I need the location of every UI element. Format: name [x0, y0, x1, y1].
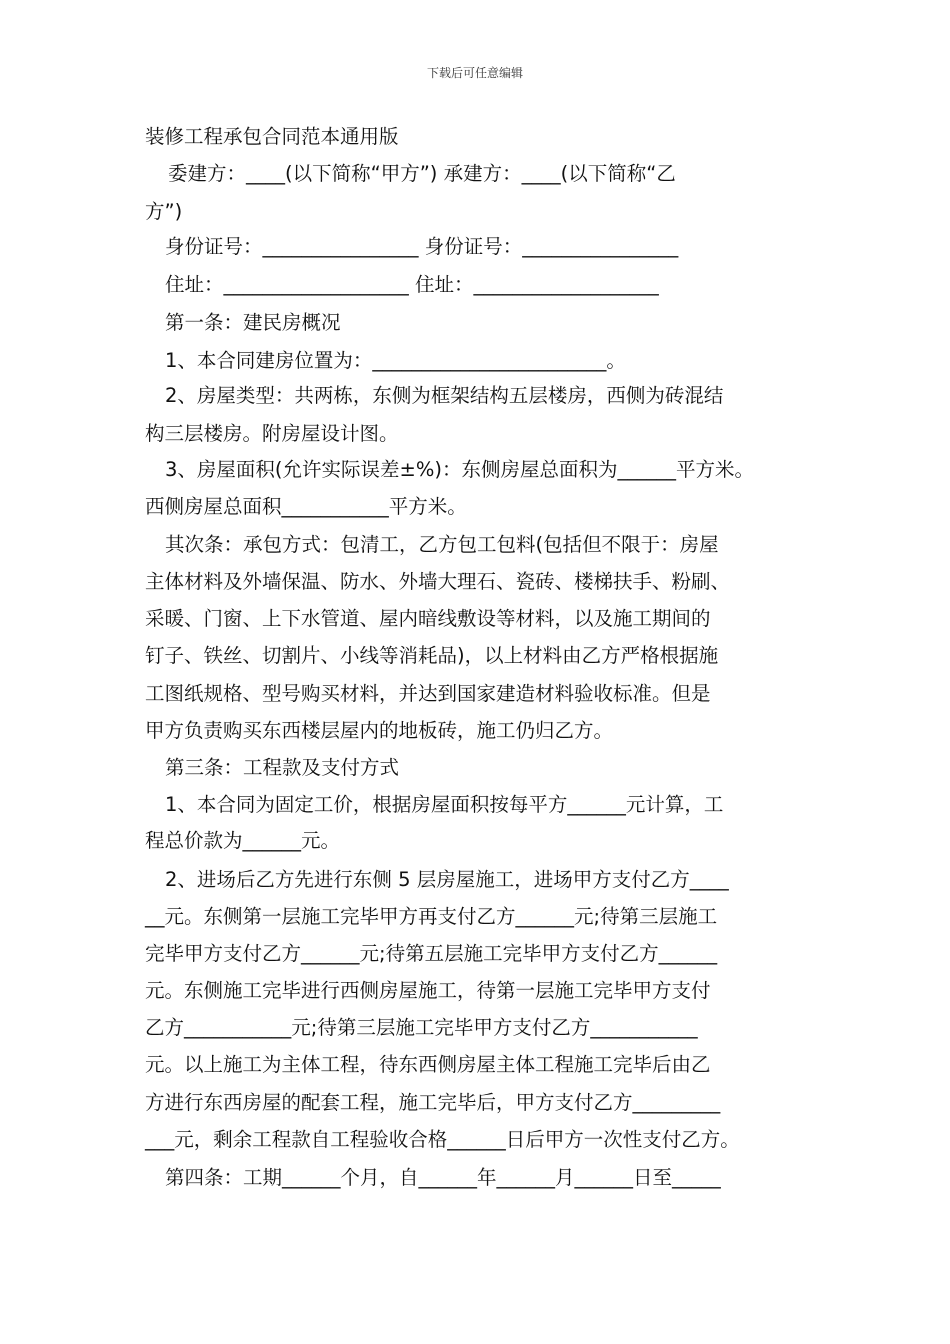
clause-line: 构三层楼房。附房屋设计图。 — [145, 422, 399, 445]
clause-line: 元。以上施工为主体工程，待东西侧房屋主体工程施工完毕后由乙 — [145, 1053, 711, 1076]
address-line: 住址：___________________ 住址：___________________ — [165, 273, 659, 296]
clause-line: 程总价款为______元。 — [145, 829, 341, 852]
article-3-heading: 第三条：工程款及支付方式 — [165, 756, 400, 779]
clause-line: 1、本合同建房位置为：________________________。 — [165, 349, 626, 372]
clause-line: 采暖、门窗、上下水管道、屋内暗线敷设等材料，以及施工期间的 — [145, 607, 711, 630]
document-title: 装修工程承包合同范本通用版 — [145, 125, 399, 148]
clause-line: 工图纸规格、型号购买材料，并达到国家建造材料验收标准。但是 — [145, 682, 711, 705]
clause-line: 甲方负责购买东西楼层屋内的地板砖，施工仍归乙方。 — [145, 719, 614, 742]
clause-line: 2、进场后乙方先进行东侧 5 层房屋施工，进场甲方支付乙方____ — [165, 868, 729, 891]
clause-line: __元。东侧第一层施工完毕甲方再支付乙方______元;待第三层施工 — [145, 905, 718, 928]
article-1-heading: 第一条：建民房概况 — [165, 311, 341, 334]
id-number-line: 身份证号：________________ 身份证号：________________ — [165, 235, 679, 258]
party-line: 委建方：____(以下简称“甲方”) 承建方：____(以下简称“乙 — [168, 162, 676, 185]
clause-line: 1、本合同为固定工价，根据房屋面积按每平方______元计算，工 — [165, 793, 724, 816]
clause-line: 方进行东西房屋的配套工程，施工完毕后，甲方支付乙方_________ — [145, 1091, 721, 1114]
article-4-line: 第四条：工期______个月，自______年______月______日至_____ — [165, 1166, 721, 1189]
clause-line: 完毕甲方支付乙方______元;待第五层施工完毕甲方支付乙方______ — [145, 942, 718, 965]
clause-line: 乙方___________元;待第三层施工完毕甲方支付乙方___________ — [145, 1016, 698, 1039]
clause-line: 钉子、铁丝、切割片、小线等消耗品)，以上材料由乙方严格根据施 — [145, 644, 719, 667]
clause-line: 元。东侧施工完毕进行西侧房屋施工，待第一层施工完毕甲方支付 — [145, 979, 711, 1002]
clause-line: 西侧房屋总面积___________平方米。 — [145, 495, 467, 518]
clause-line: 主体材料及外墙保温、防水、外墙大理石、瓷砖、楼梯扶手、粉刷、 — [145, 570, 731, 593]
article-2-line: 其次条：承包方式：包清工，乙方包工包料(包括但不限于：房屋 — [165, 533, 719, 556]
page-header-note: 下载后可任意编辑 — [426, 66, 523, 80]
clause-line: 3、房屋面积(允许实际误差±%)：东侧房屋总面积为______平方米。 — [165, 458, 754, 481]
clause-line: ___元，剩余工程款自工程验收合格______日后甲方一次性支付乙方。 — [145, 1128, 740, 1151]
clause-line: 2、房屋类型：共两栋，东侧为框架结构五层楼房，西侧为砖混结 — [165, 384, 724, 407]
party-line-continued: 方”) — [145, 200, 183, 223]
